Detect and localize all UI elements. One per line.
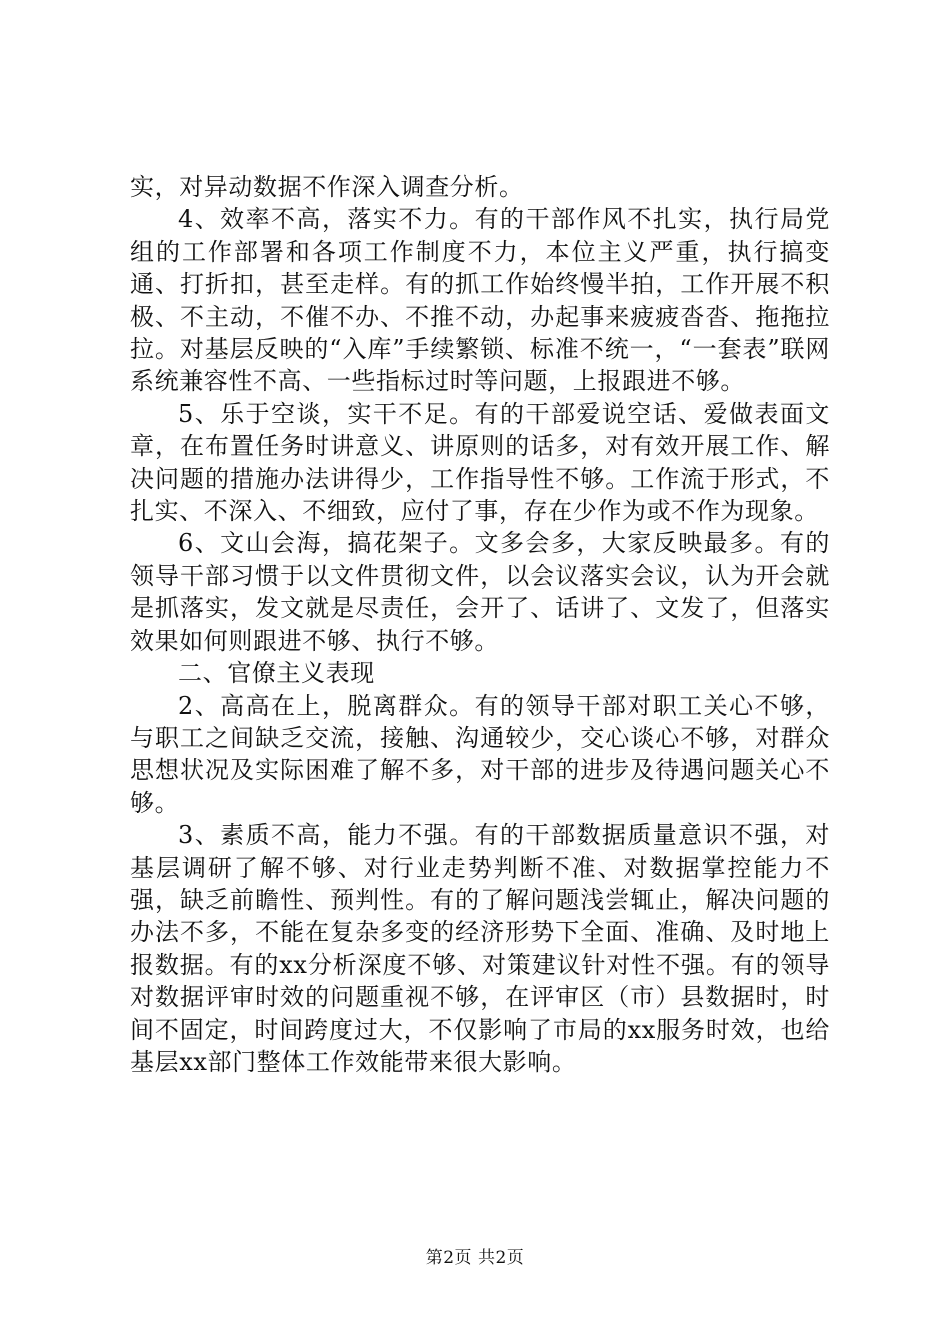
document-body xyxy=(130,171,830,1078)
paragraph-continuation: 实，对异动数据不作深入调查分析。 xyxy=(130,173,524,201)
paragraph-item-5: 5、乐于空谈，实干不足。有的干部爱说空话、爱做表面文章，在布置任务时讲意义、讲原则的话多，对有效开展工作、解决问题的措施办法讲得少，工作指导性不够。工作流于形式，不扎实、不深入、不细致，应付了事，存在少作为或不作为现象。 xyxy=(130,399,830,526)
paragraph-item-4: 4、效率不高，落实不力。有的干部作风不扎实，执行局党组的工作部署和各项工作制度不力，本位主义严重，执行搞变通、打折扣，甚至走样。有的抓工作始终慢半拍，工作开展不积极、不主动，不催不办、不推不动，办起事来疲疲沓沓、拖拖拉拉。对基层反映的“入库”手续繁锁、标准不统一，“一套表”联网系统兼容性不高、一些指标过时等问题，上报跟进不够。 xyxy=(130,205,830,396)
section-heading: 二、官僚主义表现 xyxy=(178,659,375,688)
paragraph-item-2: 2、高高在上，脱离群众。有的领导干部对职工关心不够，与职工之间缺乏交流，接触、沟通较少，交心谈心不够，对群众思想状况及实际困难了解不多，对干部的进步及待遇问题关心不够。 xyxy=(130,691,830,817)
page-footer: 第2页 共2页 xyxy=(425,1248,525,1268)
paragraph-item-3: 3、素质不高，能力不强。有的干部数据质量意识不强，对基层调研了解不够、对行业走势判断不准、对数据掌控能力不强，缺乏前瞻性、预判性。有的了解问题浅尝辄止，解决问题的办法不多，不能在复杂多变的经济形势下全面、准确、及时地上报数据。有的xx分析深度不够、对策建议针对性不强。有的领导对数据评审时效的问题重视不够，在评审区（市）县数据时，时间不固定，时间跨度过大，不仅影响了市局的xx服务时效，也给基层xx部门整体工作效能带来很大影响。 xyxy=(130,821,830,1076)
paragraph-item-6: 6、文山会海，搞花架子。文多会多，大家反映最多。有的领导干部习惯于以文件贯彻文件，以会议落实会议，认为开会就是抓落实，发文就是尽责任，会开了、话讲了、文发了，但落实效果如何则跟进不够、执行不够。 xyxy=(130,529,830,655)
